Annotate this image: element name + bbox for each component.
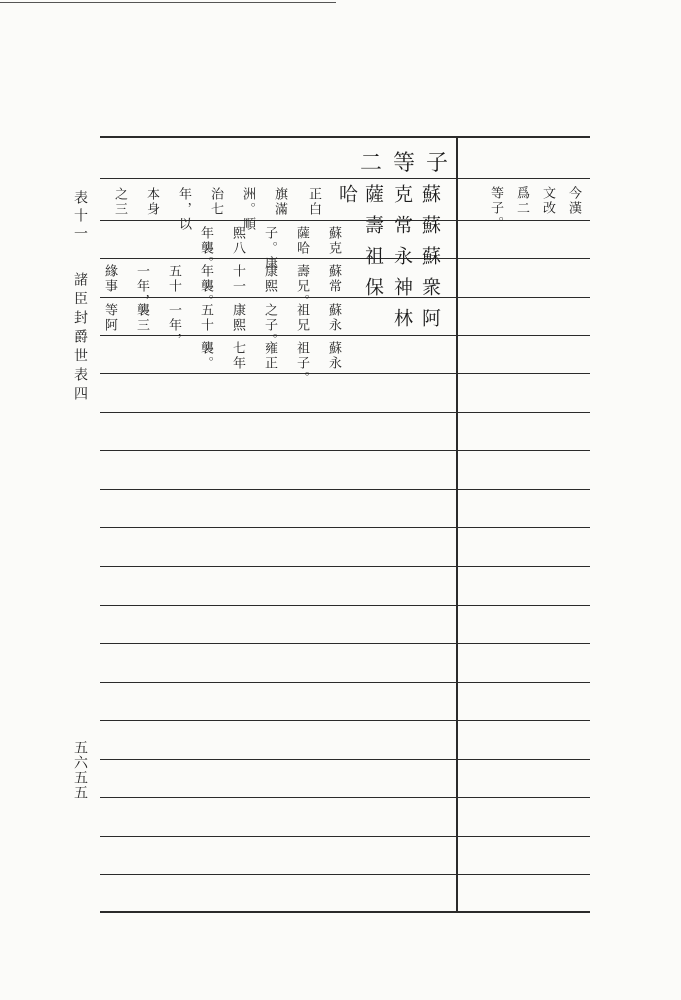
cell: 本身: [144, 187, 159, 217]
cell: 等阿: [102, 303, 117, 333]
row-rule: [100, 527, 590, 528]
row-rule: [100, 258, 590, 259]
table-bottom-rule: [100, 911, 590, 913]
cell: 之三: [112, 187, 127, 217]
heir-name-column-1: 蘇蘇蘇衆阿: [419, 184, 441, 339]
cell: 祖兄: [294, 303, 309, 333]
note-column: 等子。: [488, 186, 503, 231]
row-rule: [100, 297, 590, 298]
cell: 子。康: [262, 226, 277, 271]
cell: 治七: [208, 187, 223, 217]
heir-name-hana: 哈: [336, 184, 358, 215]
cell: 熙八: [230, 226, 245, 256]
cell: 之子。: [262, 303, 277, 348]
note-column: 爲二: [514, 186, 529, 216]
volume-label: 表十一: [72, 190, 88, 244]
cell: 蘇永: [326, 303, 341, 333]
row-rule: [100, 566, 590, 567]
note-column: 文改: [540, 186, 555, 216]
cell: 一年，: [134, 264, 149, 309]
cell: 襲三: [134, 303, 149, 333]
cell: 蘇常: [326, 264, 341, 294]
top-rule: [0, 2, 336, 3]
cell: 十一: [230, 264, 245, 294]
row-rule: [100, 489, 590, 490]
row-rule: [100, 605, 590, 606]
heir-name-column-2: 克常永神林: [391, 184, 413, 339]
cell: 緣事: [102, 264, 117, 294]
cell: 正白: [306, 187, 321, 217]
row-rule: [100, 412, 590, 413]
rank-heading: 二等子: [360, 151, 460, 176]
cell: 年襲。: [198, 226, 213, 271]
cell: 五十: [166, 264, 181, 294]
cell: 雍正: [262, 341, 277, 371]
row-rule: [100, 759, 590, 760]
cell: 壽兄。: [294, 264, 309, 309]
cell: 蘇永: [326, 341, 341, 371]
header-rule: [100, 178, 590, 179]
row-rule: [100, 874, 590, 875]
cell: 七年: [230, 341, 245, 371]
cell: 康熙: [262, 264, 277, 294]
cell: 年，以: [176, 187, 191, 232]
cell: 一年，: [166, 303, 181, 348]
cell: 襲。: [198, 341, 213, 371]
cell: 五十: [198, 303, 213, 333]
translation-note: [470, 186, 581, 231]
row-rule: [100, 836, 590, 837]
page-number: 五六五五: [72, 740, 88, 800]
row-rule: [100, 720, 590, 721]
table-title: 諸臣封爵世表四: [72, 272, 88, 405]
row-rule: [100, 373, 590, 374]
cell: 洲。順: [240, 187, 255, 232]
cell: 祖子。: [294, 341, 309, 386]
row-rule: [100, 797, 590, 798]
cell: 旗滿: [272, 187, 287, 217]
row-rule: [100, 682, 590, 683]
cell: 年襲。: [198, 264, 213, 309]
heir-name-column-3: 薩壽祖保: [362, 184, 384, 308]
cell: 薩哈: [294, 226, 309, 256]
table-top-rule: [100, 136, 590, 138]
row-rule: [100, 643, 590, 644]
note-divider: [456, 136, 458, 911]
cell: 蘇克: [326, 226, 341, 256]
row-rule: [100, 450, 590, 451]
note-column: 今漢: [566, 186, 581, 216]
cell: 康熙: [230, 303, 245, 333]
